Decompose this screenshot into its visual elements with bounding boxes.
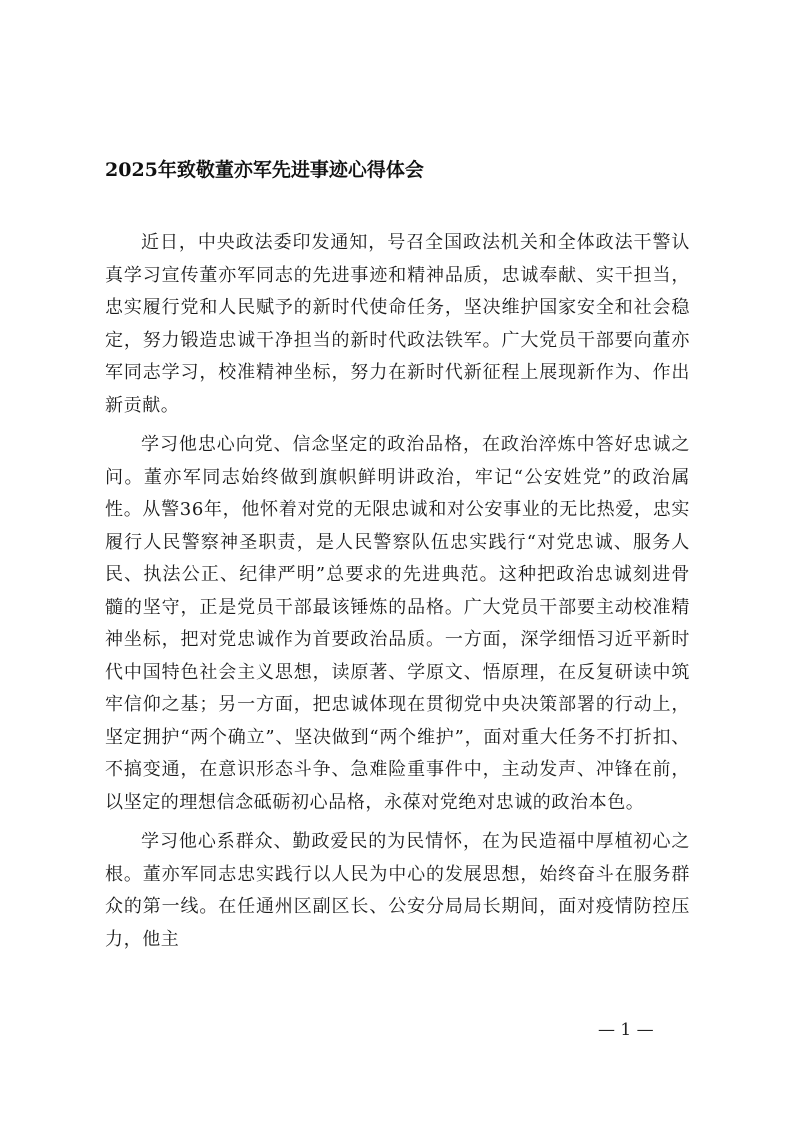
paragraph-intro: 近日，中央政法委印发通知，号召全国政法机关和全体政法干警认真学习宣传董亦军同志的先进事迹和精神品质，忠诚奉献、实干担当，忠实履行党和人民赋予的新时代使命任务，坚决维护国家安全和社会稳定，努力锻造忠诚干净担当的新时代政法铁军。广大党员干部要向董亦军同志学习，校准精神坐标，努力在新时代新征程上展现新作为、作出新贡献。 [105, 232, 690, 416]
paragraph-political-loyalty: 学习他忠心向党、信念坚定的政治品格，在政治淬炼中答好忠诚之问。董亦军同志始终做到旗帜鲜明讲政治，牢记“公安姓党”的政治属性。从警36年，他怀着对党的无限忠诚和对公安事业的无比热爱，忠实履行人民警察神圣职责，是人民警察队伍忠实践行“对党忠诚、服务人民、执法公正、纪律严明”总要求的先进典范。这种把政治忠诚刻进骨髓的坚守，正是党员干部最该锤炼的品格。广大党员干部要主动校准精神坐标，把对党忠诚作为首要政治品质。一方面，深学细悟习近平新时代中国特色社会主义思想，读原著、学原文、悟原理，在反复研读中筑牢信仰之基；另一方面，把忠诚体现在贯彻党中央决策部署的行动上，坚定拥护“两个确立”、坚决做到“两个维护”，面对重大任务不打折扣、不搞变通，在意识形态斗争、急难险重事件中，主动发声、冲锋在前，以坚定的理想信念砥砺初心品格，永葆对党绝对忠诚的政治本色。 [105, 434, 690, 813]
document-title: 2025年致敬董亦军先进事迹心得体会 [105, 159, 424, 181]
page-number: — 1 — [598, 1020, 654, 1040]
paragraph-serving-people: 学习他心系群众、勤政爱民的为民情怀，在为民造福中厚植初心之根。董亦军同志忠实践行以人民为中心的发展思想，始终奋斗在服务群众的第一线。在任通州区副区长、公安分局局长期间，面对疫情防控压力，他主 [105, 831, 690, 950]
document-body [105, 227, 690, 963]
